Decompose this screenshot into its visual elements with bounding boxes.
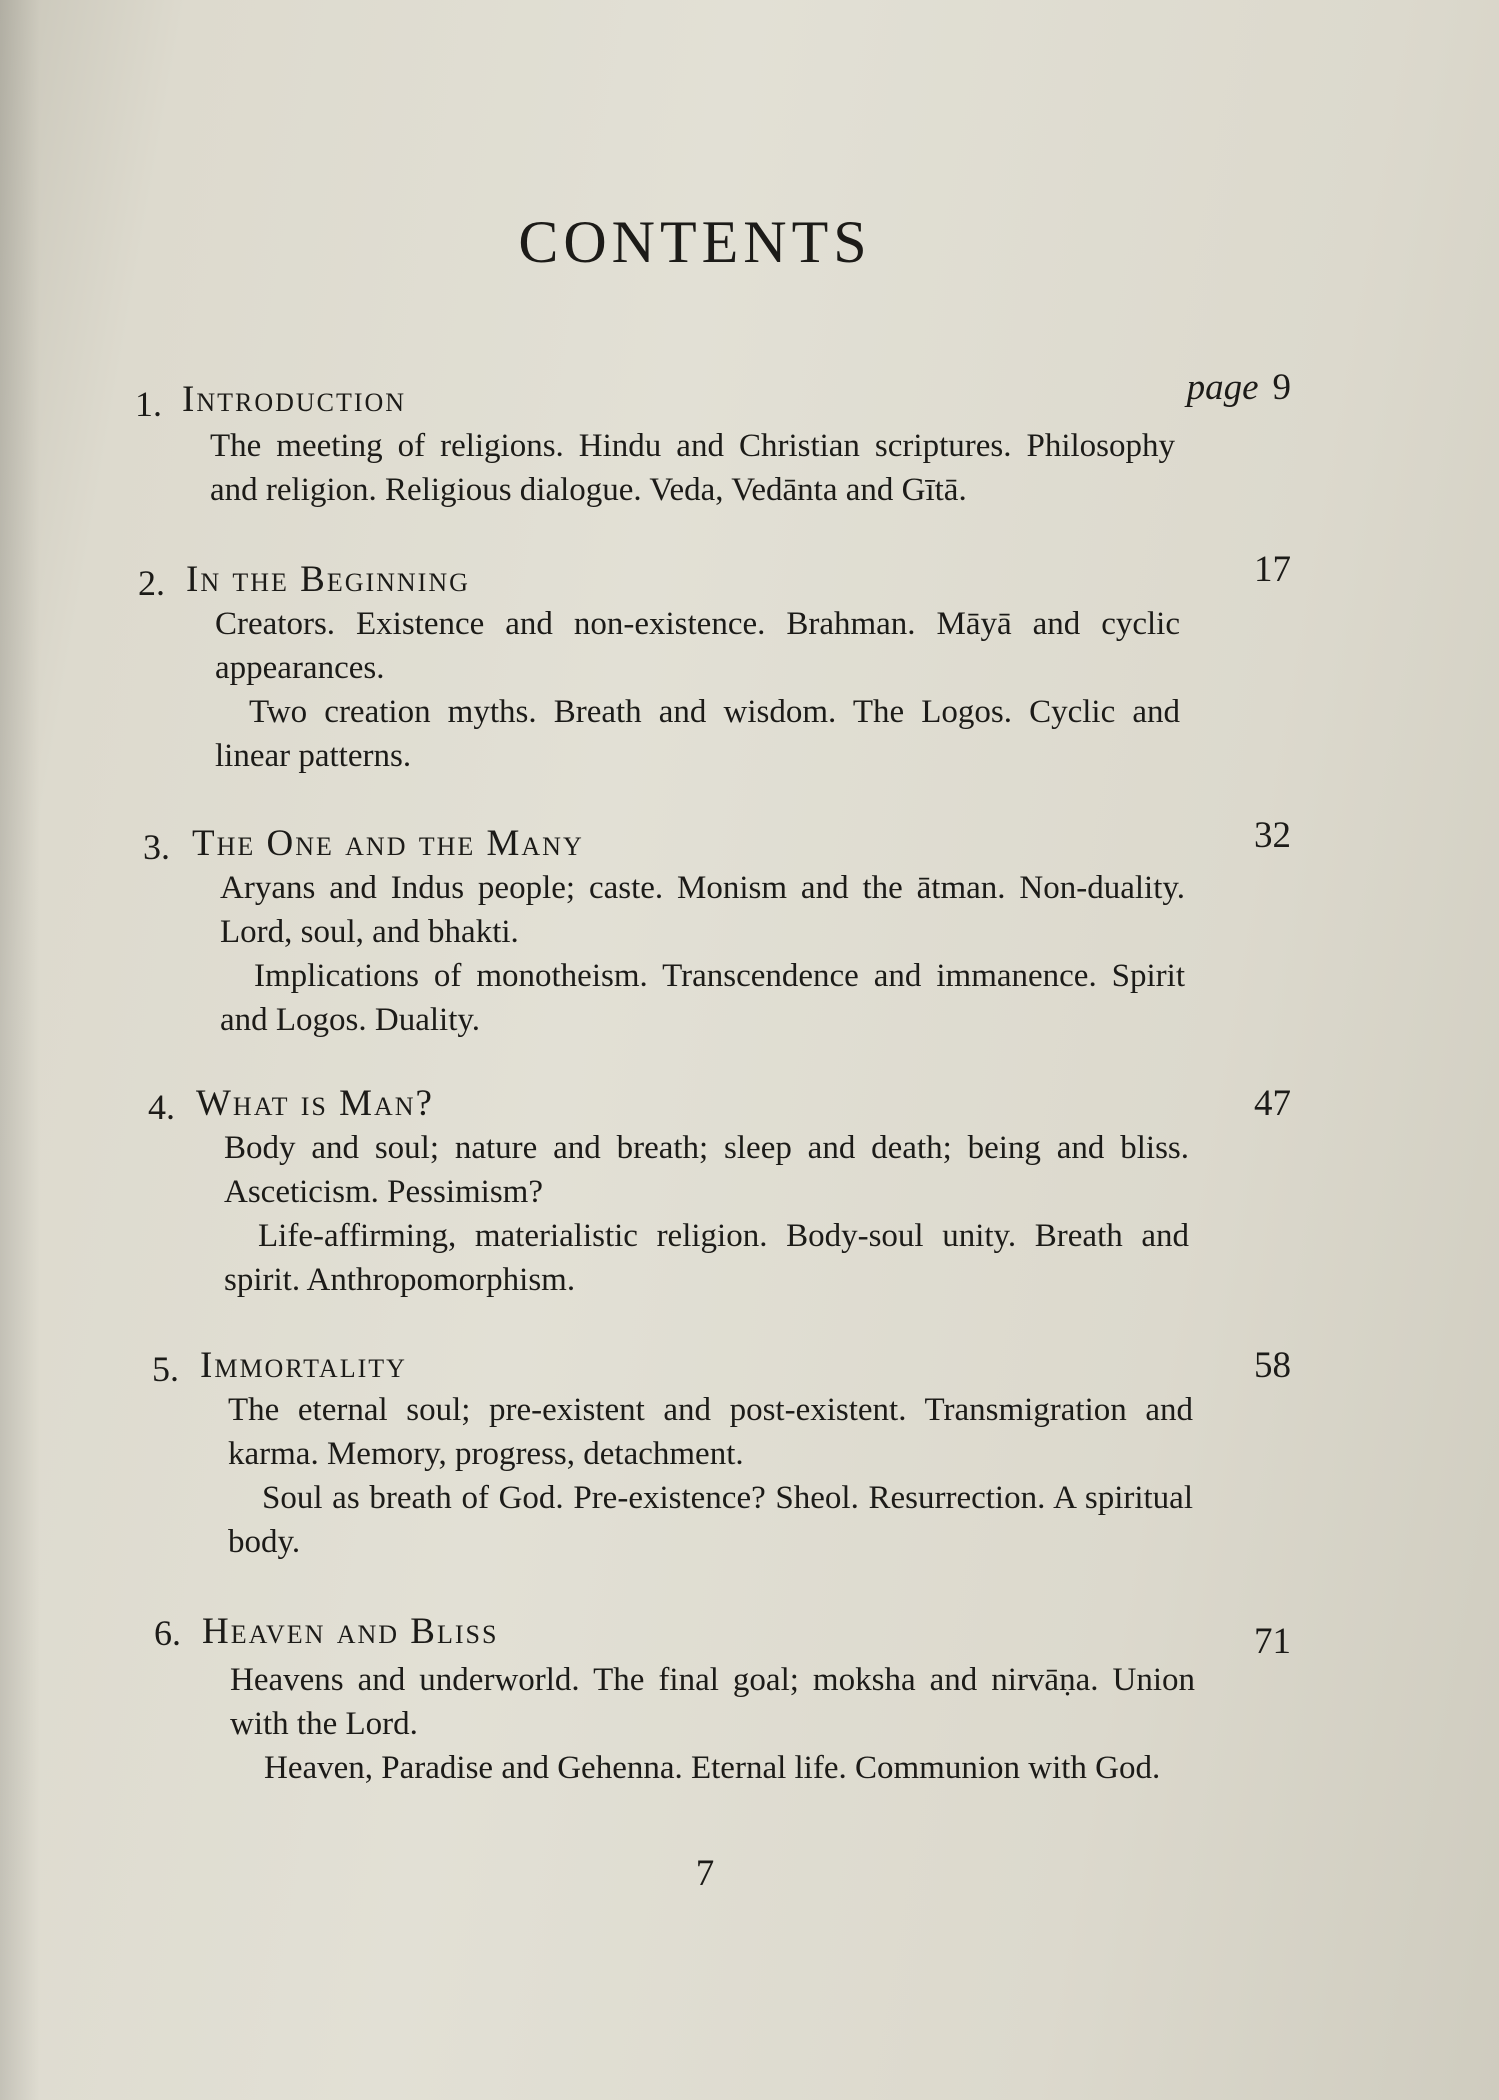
entry-number: 1. [135, 384, 162, 424]
description-paragraph: Body and soul; nature and breath; sleep and death; being and bliss. Asceticism. Pessimism? [224, 1130, 1189, 1210]
entry-description [215, 602, 1180, 778]
entry-page-number [1187, 366, 1291, 409]
description-paragraph: Aryans and Indus people; caste. Monism and the ātman. Non-duality. Lord, soul, and bhakti. [220, 870, 1185, 950]
entry-page-number: 47 [1254, 1083, 1291, 1124]
entry-description [228, 1388, 1193, 1564]
description-paragraph: Creators. Existence and non-existence. Brahman. Māyā and cyclic appearances. [215, 606, 1180, 686]
entry-description [220, 866, 1185, 1042]
page-label: page [1186, 367, 1259, 408]
entry-heading: What is Man? [196, 1083, 434, 1124]
entry-number: 3. [143, 827, 170, 867]
entry-heading: Immortality [200, 1345, 407, 1386]
entry-number: 5. [152, 1349, 179, 1389]
description-paragraph: The meeting of religions. Hindu and Christian scriptures. Philosophy and religion. Religious dialogue. Veda, Vedānta and Gītā. [210, 428, 1175, 508]
entry-description [210, 424, 1175, 512]
description-paragraph: Heavens and underworld. The final goal; moksha and nirvāṇa. Union with the Lord. [230, 1662, 1195, 1742]
description-paragraph: Heaven, Paradise and Gehenna. Eternal life. Communion with God. [264, 1750, 1161, 1786]
page-title: CONTENTS [518, 209, 872, 275]
gutter-shadow [0, 0, 40, 2100]
entry-heading: Introduction [182, 379, 407, 420]
description-paragraph: Life-affirming, materialistic religion. Body-soul unity. Breath and spirit. Anthropomorphism. [224, 1218, 1189, 1298]
entry-heading: Heaven and Bliss [202, 1611, 499, 1652]
entry-page-number: 17 [1254, 549, 1291, 590]
entry-number: 6. [154, 1613, 181, 1653]
entry-page-number: 58 [1254, 1345, 1291, 1386]
entry-page-number: 32 [1254, 815, 1291, 856]
entry-page-number: 71 [1254, 1621, 1291, 1662]
description-paragraph: Implications of monotheism. Transcendence and immanence. Spirit and Logos. Duality. [220, 958, 1185, 1038]
page-folio-number: 7 [695, 1853, 715, 1894]
entry-heading: The One and the Many [192, 823, 584, 864]
entry-description [230, 1658, 1195, 1790]
page-number-value: 9 [1272, 367, 1291, 408]
entry-number: 4. [148, 1087, 175, 1127]
description-paragraph: Two creation myths. Breath and wisdom. The Logos. Cyclic and linear patterns. [215, 694, 1180, 774]
description-paragraph: The eternal soul; pre-existent and post-existent. Transmigration and karma. Memory, progress, detachment. [228, 1392, 1193, 1472]
entry-description [224, 1126, 1189, 1302]
entry-number: 2. [138, 563, 165, 603]
description-paragraph: Soul as breath of God. Pre-existence? Sheol. Resurrection. A spiritual body. [228, 1480, 1193, 1560]
entry-heading: In the Beginning [186, 559, 470, 600]
